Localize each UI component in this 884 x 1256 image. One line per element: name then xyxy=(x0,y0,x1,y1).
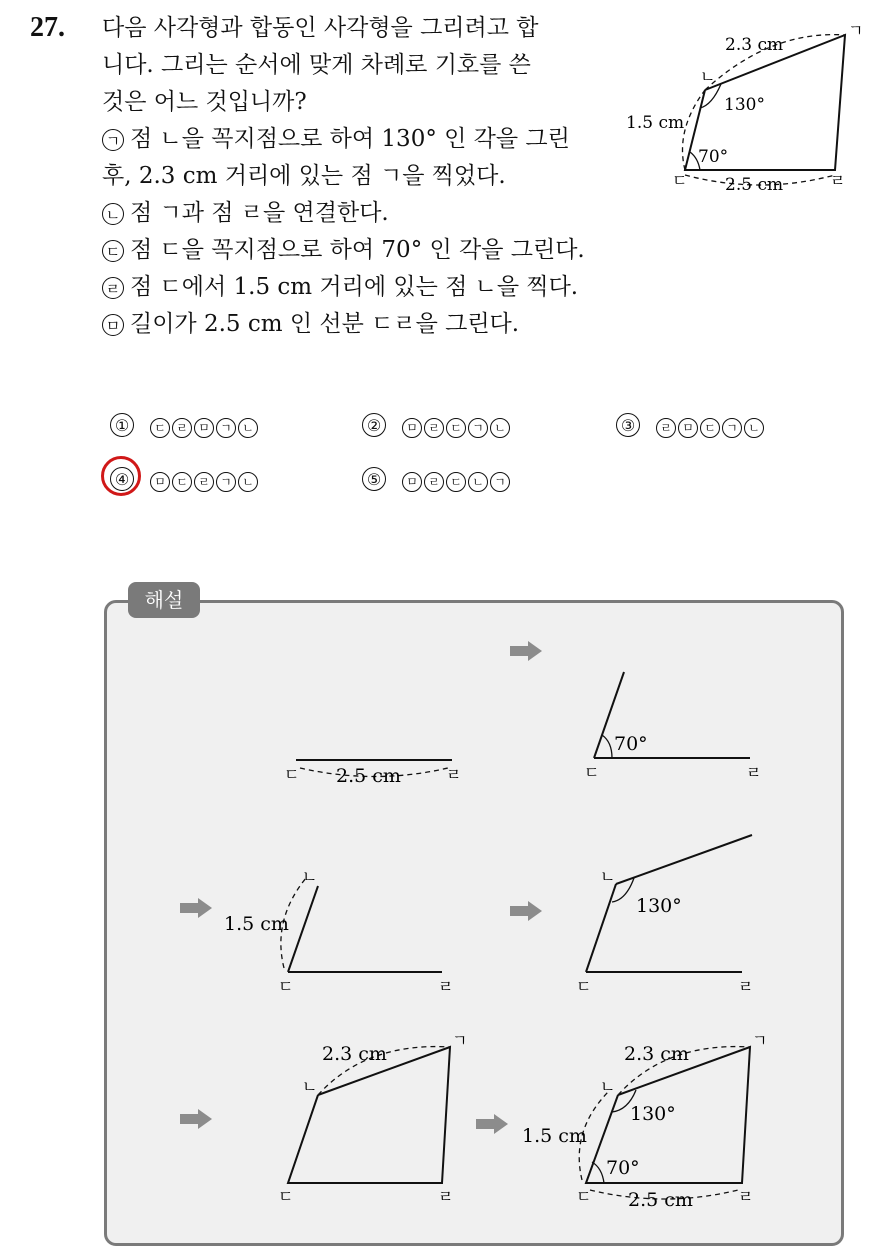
step-e-text: 길이가 2.5 cm 인 선분 ㄷㄹ을 그린다. xyxy=(130,311,520,337)
arrow-icon xyxy=(510,901,542,921)
explain-step-1 xyxy=(284,760,461,787)
seq-mark: ㄴ xyxy=(490,418,510,438)
choice-4-number: ④ xyxy=(110,467,134,491)
step-a-text: 점 ㄴ을 꼭지점으로 하여 130° 인 각을 그린 xyxy=(130,126,570,152)
s2-angle: 70° xyxy=(614,733,648,755)
figure-angle-b-label: 130° xyxy=(724,95,765,115)
s6-label-c: ㄷ xyxy=(576,1187,592,1206)
s3-label-b: ㄴ xyxy=(302,867,318,886)
s5-label-a: ㄱ xyxy=(452,1031,468,1050)
figure-length-bottom: 2.5 cm xyxy=(725,175,784,195)
seq-mark: ㄷ xyxy=(700,418,720,438)
figure-label-c: ㄷ xyxy=(672,171,688,190)
s1-label-c: ㄷ xyxy=(284,765,300,784)
seq-mark: ㄹ xyxy=(424,418,444,438)
step-e-mark: ㅁ xyxy=(102,314,124,336)
s6-length-top: 2.3 cm xyxy=(624,1043,689,1065)
step-b-text: 점 ㄱ과 점 ㄹ을 연결한다. xyxy=(130,200,389,226)
seq-mark: ㄴ xyxy=(468,472,488,492)
s6-angle-c: 70° xyxy=(606,1157,640,1179)
seq-mark: ㄹ xyxy=(424,472,444,492)
explain-step-5 xyxy=(278,1031,467,1206)
s6-length-left: 1.5 cm xyxy=(522,1125,587,1147)
seq-mark: ㄷ xyxy=(150,418,170,438)
seq-mark: ㄷ xyxy=(446,472,466,492)
s4-label-c: ㄷ xyxy=(576,977,592,996)
figure-label-b: ㄴ xyxy=(700,67,716,86)
choice-2-number: ② xyxy=(362,413,386,437)
figure-angle-c-label: 70° xyxy=(698,147,729,167)
s6-angle-b: 130° xyxy=(630,1103,676,1125)
arrow-icon xyxy=(510,641,542,661)
step-a-text-cont: 후, 2.3 cm 거리에 있는 점 ㄱ을 찍었다. xyxy=(102,163,506,189)
step-a-mark: ㄱ xyxy=(102,129,124,151)
seq-mark: ㄴ xyxy=(744,418,764,438)
question-line-2: 니다. 그리는 순서에 맞게 차례로 기호를 쓴 xyxy=(102,52,531,78)
s5-length: 2.3 cm xyxy=(322,1043,387,1065)
arrow-icon xyxy=(180,898,212,918)
s2-label-d: ㄹ xyxy=(746,763,762,782)
s2-label-c: ㄷ xyxy=(584,763,600,782)
seq-mark: ㄹ xyxy=(656,418,676,438)
choice-5-number: ⑤ xyxy=(362,467,386,491)
step-d-mark: ㄹ xyxy=(102,277,124,299)
s3-label-c: ㄷ xyxy=(278,977,294,996)
figure-length-left: 1.5 cm xyxy=(626,113,685,133)
s6-label-a: ㄱ xyxy=(752,1031,768,1050)
s6-label-b: ㄴ xyxy=(600,1077,616,1096)
seq-mark: ㄴ xyxy=(238,472,258,492)
seq-mark: ㅁ xyxy=(402,472,422,492)
s3-length: 1.5 cm xyxy=(224,913,289,935)
seq-mark: ㄱ xyxy=(722,418,742,438)
s6-label-d: ㄹ xyxy=(738,1187,754,1206)
choice-3-number: ③ xyxy=(616,413,640,437)
seq-mark: ㅁ xyxy=(150,472,170,492)
seq-mark: ㅁ xyxy=(194,418,214,438)
question-line-1: 다음 사각형과 합동인 사각형을 그리려고 합 xyxy=(102,15,539,41)
question-line-3: 것은 어느 것입니까? xyxy=(102,89,307,115)
s5-label-d: ㄹ xyxy=(438,1187,454,1206)
s4-label-d: ㄹ xyxy=(738,977,754,996)
seq-mark: ㄴ xyxy=(238,418,258,438)
s5-label-b: ㄴ xyxy=(302,1077,318,1096)
s1-label-d: ㄹ xyxy=(446,765,462,784)
step-c-mark: ㄷ xyxy=(102,240,124,262)
arrow-icon xyxy=(476,1114,508,1134)
seq-mark: ㄷ xyxy=(446,418,466,438)
choice-1-number: ① xyxy=(110,413,134,437)
question-number: 27. xyxy=(30,12,65,43)
explain-step-4 xyxy=(576,835,753,996)
seq-mark: ㅁ xyxy=(678,418,698,438)
seq-mark: ㄷ xyxy=(172,472,192,492)
step-b-mark: ㄴ xyxy=(102,203,124,225)
figure-label-a: ㄱ xyxy=(848,21,864,40)
seq-mark: ㄱ xyxy=(216,418,236,438)
seq-mark: ㄱ xyxy=(216,472,236,492)
seq-mark: ㄱ xyxy=(468,418,488,438)
explanation-tag: 해설 xyxy=(128,582,200,618)
seq-mark: ㄹ xyxy=(194,472,214,492)
explain-step-6 xyxy=(522,1031,767,1211)
s5-label-c: ㄷ xyxy=(278,1187,294,1206)
seq-mark: ㄹ xyxy=(172,418,192,438)
explain-step-2 xyxy=(584,672,761,782)
arrow-icon xyxy=(180,1109,212,1129)
s6-length-bottom: 2.5 cm xyxy=(628,1189,693,1211)
seq-mark: ㄱ xyxy=(490,472,510,492)
s4-angle: 130° xyxy=(636,895,682,917)
step-d-text: 점 ㄷ에서 1.5 cm 거리에 있는 점 ㄴ을 찍다. xyxy=(130,274,579,300)
step-c-text: 점 ㄷ을 꼭지점으로 하여 70° 인 각을 그린다. xyxy=(130,237,585,263)
s4-label-b: ㄴ xyxy=(600,867,616,886)
s3-label-d: ㄹ xyxy=(438,977,454,996)
seq-mark: ㅁ xyxy=(402,418,422,438)
s1-length: 2.5 cm xyxy=(336,765,401,787)
figure-length-top: 2.3 cm xyxy=(725,35,784,55)
explain-step-3 xyxy=(224,867,453,996)
figure-label-d: ㄹ xyxy=(830,171,846,190)
